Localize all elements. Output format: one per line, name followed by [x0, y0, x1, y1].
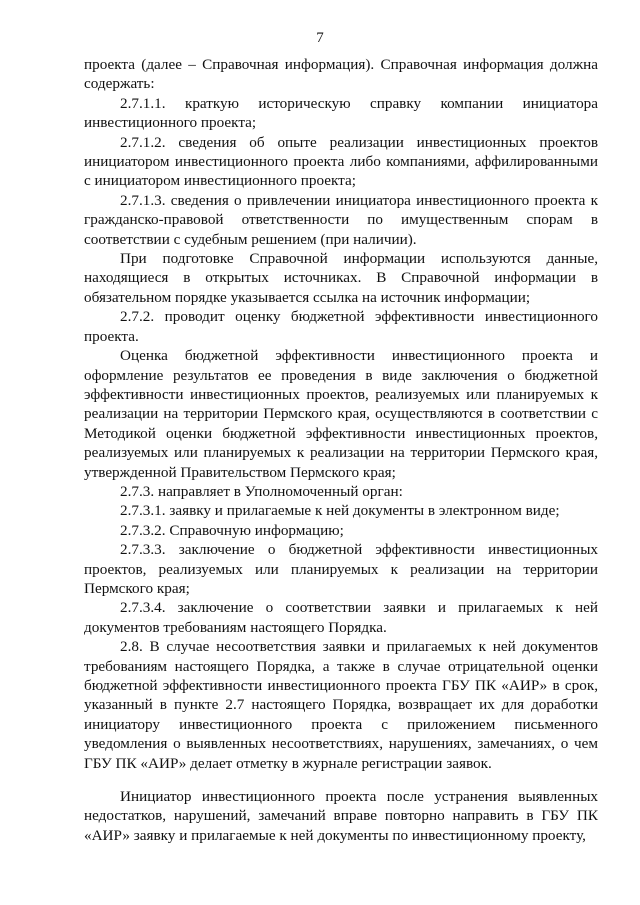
- paragraph-2-7-1-2: 2.7.1.2. сведения об опыте реализации инвестиционных проектов инициатором инвестиционного проекта либо компаниями, аффилированными с инициатором инвестиционного проекта;: [84, 133, 598, 190]
- document-body: [84, 55, 598, 845]
- paragraph-2-7-3: 2.7.3. направляет в Уполномоченный орган:: [120, 482, 403, 500]
- paragraph-initiator-resubmit: Инициатор инвестиционного проекта после устранения выявленных недостатков, нарушений, замечаний вправе повторно направить в ГБУ ПК «АИР» заявку и прилагаемые к ней документы по инвестиционному проекту,: [84, 788, 598, 844]
- paragraph-2-7-3-3: 2.7.3.3. заключение о бюджетной эффективности инвестиционных проектов, реализуемых или планируемых к реализации на территории Пермского края;: [84, 541, 598, 597]
- paragraph-2-7-1-3: 2.7.1.3. сведения о привлечении инициатора инвестиционного проекта к гражданско-правовой ответственности по имущественным спорам в соответствии с судебным решением (при наличии).: [84, 191, 598, 248]
- paragraph-budget-assessment: Оценка бюджетной эффективности инвестиционного проекта и оформление результатов ее проведения в виде заключения о бюджетной эффективности инвестиционных проектов, реализуемых или планируемых к реализации на территории Пермского края, осуществляются в соответствии с Методикой оценки бюджетной эффективности инвестиционных проектов, реализуемых или планируемых к реализации на территории Пермского края, утвержденной Правительством Пермского края;: [84, 347, 598, 481]
- paragraph-2-8: 2.8. В случае несоответствия заявки и прилагаемых к ней документов требованиям настоящего Порядка, а также в случае отрицательной оценки бюджетной эффективности инвестиционного проекта ГБУ ПК «АИР» в срок, указанный в пункте 2.7 настоящего Порядка, возвращает их для доработки инициатору инвестиционного проекта с приложением письменного уведомления о выявленных несоответствиях, нарушениях, замечаниях, о чем ГБУ ПК «АИР» делает отметку в журнале регистрации заявок.: [84, 638, 598, 772]
- paragraph-intro: проекта (далее – Справочная информация). Справочная информация должна содержать:: [84, 56, 598, 93]
- paragraph-reference-info: При подготовке Справочной информации используются данные, находящиеся в открытых источниках. В Справочной информации в обязательном порядке указывается ссылка на источник информации;: [84, 250, 598, 306]
- paragraph-2-7-3-2: 2.7.3.2. Справочную информацию;: [120, 521, 344, 539]
- paragraph-2-7-1-1: 2.7.1.1. краткую историческую справку компании инициатора инвестиционного проекта;: [84, 94, 598, 132]
- paragraph-2-7-3-4: 2.7.3.4. заключение о соответствии заявки и прилагаемых к ней документов требованиям настоящего Порядка.: [84, 599, 598, 636]
- paragraph-2-7-3-1: 2.7.3.1. заявку и прилагаемые к ней документы в электронном виде;: [120, 502, 560, 520]
- paragraph-2-7-2: 2.7.2. проводит оценку бюджетной эффективности инвестиционного проекта.: [84, 308, 598, 345]
- page-number: 7: [316, 30, 324, 46]
